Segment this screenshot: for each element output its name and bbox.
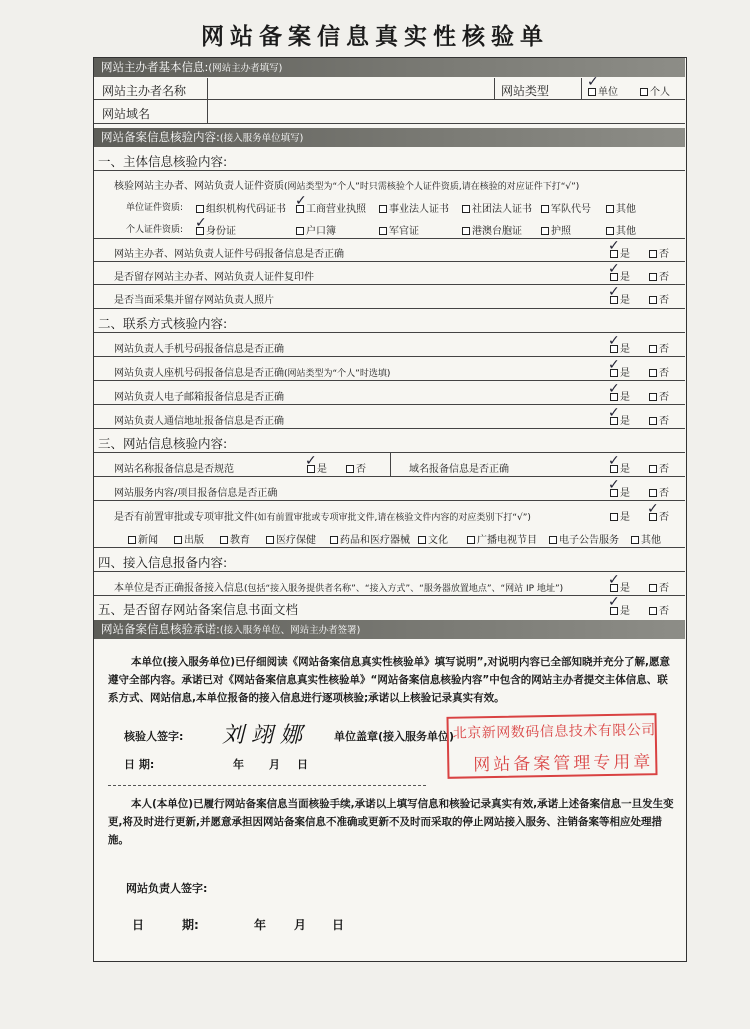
stamp-line-2: 网站备案管理专用章 [473, 752, 654, 776]
row-access-info [94, 572, 685, 596]
person-cert-option[interactable]: 其他 [606, 222, 636, 237]
check-mark-icon: ✓ [608, 453, 620, 469]
unit-cert-option[interactable]: 军队代号 [541, 200, 591, 215]
yes-checkbox[interactable]: 是 [610, 364, 630, 379]
yes-checkbox[interactable]: 是 [610, 291, 630, 306]
domain-label: 网站域名 [102, 107, 151, 121]
person-cert-option[interactable]: 户口簿 [296, 222, 336, 237]
yes-checkbox[interactable]: 是 [610, 340, 630, 355]
person-cert-option[interactable]: 港澳台胞证 [462, 222, 522, 237]
row-site-name [94, 453, 685, 477]
unit-cert-label: 单位证件资质: [126, 203, 184, 213]
category-option[interactable]: 其他 [631, 531, 661, 546]
group-site-title [94, 429, 685, 453]
check-mark-icon: ✓ [608, 381, 620, 397]
check-mark-icon: ✓ [608, 261, 620, 277]
row-archive [94, 596, 685, 618]
unit-cert-option[interactable]: 其他 [606, 200, 636, 215]
unit-cert-option[interactable]: 工商营业执照 [296, 200, 366, 215]
check-mark-icon: ✓ [608, 405, 620, 421]
item-label: 网站负责人手机号码报备信息是否正确 [114, 344, 284, 355]
yes-checkbox[interactable]: 是 [610, 484, 630, 499]
category-option[interactable]: 广播电视节目 [467, 531, 537, 546]
check-mark-icon: ✓ [587, 74, 599, 90]
row-landline [94, 357, 685, 381]
check-mark-icon: ✓ [195, 215, 207, 231]
item-label: 网站负责人座机号码报备信息是否正确 [114, 368, 284, 379]
type-person-checkbox[interactable]: 个人 [640, 83, 670, 98]
item-label: 网站服务内容/项目报备信息是否正确 [114, 488, 278, 499]
yes-checkbox[interactable]: 是 [610, 268, 630, 283]
person-cert-option[interactable]: 军官证 [379, 222, 419, 237]
yes-checkbox[interactable]: 是 [610, 245, 630, 260]
unit-cert-option[interactable]: 组织机构代码证书 [196, 200, 286, 215]
no-checkbox[interactable]: 否 [649, 508, 669, 523]
yes-checkbox[interactable]: 是 [610, 388, 630, 403]
divider [108, 785, 426, 786]
check-mark-icon: ✓ [608, 284, 620, 300]
row-categories [94, 525, 685, 548]
check-mark-icon: ✓ [608, 333, 620, 349]
row-domain [94, 100, 685, 124]
owner-sign-label: 网站负责人签字: [126, 882, 208, 895]
yes-checkbox[interactable]: 是 [610, 579, 630, 594]
seal-label: 单位盖章(接入服务单位) [334, 730, 455, 743]
check-mark-icon: ✓ [608, 572, 620, 588]
section-header-verify [94, 128, 685, 147]
commitment-paragraph-1: 本单位(接入服务单位)已仔细阅读《网站备案信息真实性核验单》填写说明”,对说明内容已全部知晓并充分了解,愿意遵守全部内容。承诺已对《网站备案信息真实性核验单》“网站备案信息核验内容”中包含的网站主办者提交主体信息、联系方式、网站信息,本单位报备的接入信息进行逐项核验;承诺以上核验记录真实有效。 [108, 656, 670, 704]
row-id-number [94, 239, 685, 262]
section-header-commit [94, 620, 685, 639]
group-title: 二、联系方式核验内容: [98, 316, 228, 331]
item-label: 网站负责人电子邮箱报备信息是否正确 [114, 392, 284, 403]
category-option[interactable]: 出版 [174, 531, 204, 546]
check-mark-icon: ✓ [295, 193, 307, 209]
section-note: (接入服务单位填写) [219, 133, 304, 144]
row-copy-retain [94, 262, 685, 285]
row-owner-name [94, 74, 685, 100]
row-cert-line [94, 171, 685, 193]
item-label: 是否有前置审批或专项审批文件 [114, 512, 254, 523]
row-mobile [94, 333, 685, 357]
row-service [94, 477, 685, 501]
category-option[interactable]: 电子公告服务 [549, 531, 619, 546]
cert-line-label: 核验网站主办者、网站负责人证件资质 [114, 181, 284, 192]
section-title: 网站主办者基本信息: [101, 60, 209, 74]
checker-sign-label: 核验人签字: [124, 730, 184, 743]
item-note: (如有前置审批或专项审批文件,请在核验文件内容的对应类别下打“√”) [254, 513, 531, 523]
no-checkbox[interactable]: 否 [346, 460, 366, 475]
category-option[interactable]: 教育 [220, 531, 250, 546]
person-cert-label: 个人证件资质: [126, 225, 184, 235]
check-mark-icon: ✓ [608, 477, 620, 493]
item-label: 网站负责人通信地址报备信息是否正确 [114, 416, 284, 427]
check-mark-icon: ✓ [305, 453, 317, 469]
item-label: 网站主办者、网站负责人证件号码报备信息是否正确 [114, 249, 344, 260]
date2-label: 期: [182, 918, 199, 932]
group-subject-title [94, 148, 685, 171]
group-title: 五、是否留存网站备案信息书面文档 [98, 602, 299, 617]
yes-checkbox[interactable]: 是 [307, 460, 327, 475]
section-title: 网站备案信息核验内容: [101, 130, 220, 144]
row-photo [94, 285, 685, 309]
stamp-line-1: 北京新网数码信息技术有限公司 [452, 722, 656, 742]
section-note: (网站主办者填写) [208, 63, 283, 74]
date-label: 日 期: [124, 758, 155, 771]
section-note: (接入服务单位、网站主办者签署) [219, 625, 361, 636]
no-checkbox[interactable]: 否 [649, 460, 669, 475]
date-month: 月 [269, 758, 280, 771]
row-approval [94, 501, 685, 525]
person-cert-option[interactable]: 护照 [541, 222, 571, 237]
category-option[interactable]: 药品和医疗器械 [330, 531, 410, 546]
category-option[interactable]: 文化 [418, 531, 448, 546]
no-checkbox[interactable]: 否 [649, 364, 669, 379]
item-label: 是否当面采集并留存网站负责人照片 [114, 295, 274, 306]
check-mark-icon: ✓ [608, 594, 620, 610]
no-checkbox[interactable]: 否 [649, 245, 669, 260]
group-access-title [94, 548, 685, 572]
no-checkbox[interactable]: 否 [649, 484, 669, 499]
company-seal-stamp [446, 713, 657, 779]
yes-checkbox[interactable]: 是 [610, 460, 630, 475]
item-note: (网站类型为“个人”时选填) [284, 369, 391, 379]
no-checkbox[interactable]: 否 [649, 412, 669, 427]
site-type-label: 网站类型 [501, 84, 550, 98]
yes-checkbox[interactable]: 是 [610, 412, 630, 427]
verification-form [93, 57, 687, 962]
date2-day-char: 日 [132, 918, 145, 932]
date2-month: 月 [294, 918, 307, 932]
check-mark-icon: ✓ [608, 238, 620, 254]
row-person-certs [94, 215, 685, 239]
commitment-paragraph-2: 本人(本单位)已履行网站备案信息当面核验手续,承诺以上填写信息和核验记录真实有效,承诺上述备案信息一旦发生变更,将及时进行更新,并愿意承担因网站备案信息不准确或更新不及时而采取的停止网站接入服务、注销备案等相应处理措施。 [108, 798, 674, 846]
group-contact-title [94, 309, 685, 333]
person-cert-option[interactable]: 身份证 [196, 222, 236, 237]
row-unit-certs [94, 193, 685, 215]
section-title: 网站备案信息核验承诺: [101, 622, 220, 636]
date-day: 日 [297, 758, 308, 771]
no-checkbox[interactable]: 否 [649, 602, 669, 617]
check-mark-icon: ✓ [647, 501, 659, 517]
no-checkbox[interactable]: 否 [649, 388, 669, 403]
group-title: 三、网站信息核验内容: [98, 436, 228, 451]
cert-line-note: (网站类型为“个人”时只需核验个人证件资质,请在核验的对应证件下打“√”) [284, 182, 580, 192]
item-label: 域名报备信息是否正确 [409, 464, 509, 475]
item-label: 是否留存网站主办者、网站负责人证件复印件 [114, 272, 314, 283]
item-label: 网站名称报备信息是否规范 [114, 464, 234, 475]
no-checkbox[interactable]: 否 [649, 291, 669, 306]
no-checkbox[interactable]: 否 [649, 268, 669, 283]
no-checkbox[interactable]: 否 [649, 340, 669, 355]
category-option[interactable]: 医疗保健 [266, 531, 316, 546]
date2-year: 年 [254, 918, 267, 932]
group-title: 一、主体信息核验内容: [98, 154, 228, 169]
yes-checkbox[interactable]: 是 [610, 602, 630, 617]
type-unit-checkbox[interactable]: 单位 [588, 83, 618, 98]
page-title: 网站备案信息真实性核验单 [201, 24, 549, 50]
check-mark-icon: ✓ [608, 357, 620, 373]
category-option[interactable]: 新闻 [128, 531, 158, 546]
row-email [94, 381, 685, 405]
unit-cert-option[interactable]: 事业法人证书 [379, 200, 449, 215]
yes-checkbox[interactable]: 是 [610, 508, 630, 523]
item-label: 本单位是否正确报备接入信息 [114, 583, 244, 594]
no-checkbox[interactable]: 否 [649, 579, 669, 594]
group-title: 四、接入信息报备内容: [98, 555, 228, 570]
unit-cert-option[interactable]: 社团法人证书 [462, 200, 532, 215]
date-year: 年 [233, 758, 244, 771]
row-address [94, 405, 685, 429]
checker-signature: 刘 翊 娜 [222, 723, 302, 748]
date2-day: 日 [332, 918, 345, 932]
item-note: (包括“接入服务提供者名称”、“接入方式”、“服务器放置地点”、“网站 IP 地址”) [244, 584, 564, 594]
owner-name-label: 网站主办者名称 [102, 84, 187, 98]
